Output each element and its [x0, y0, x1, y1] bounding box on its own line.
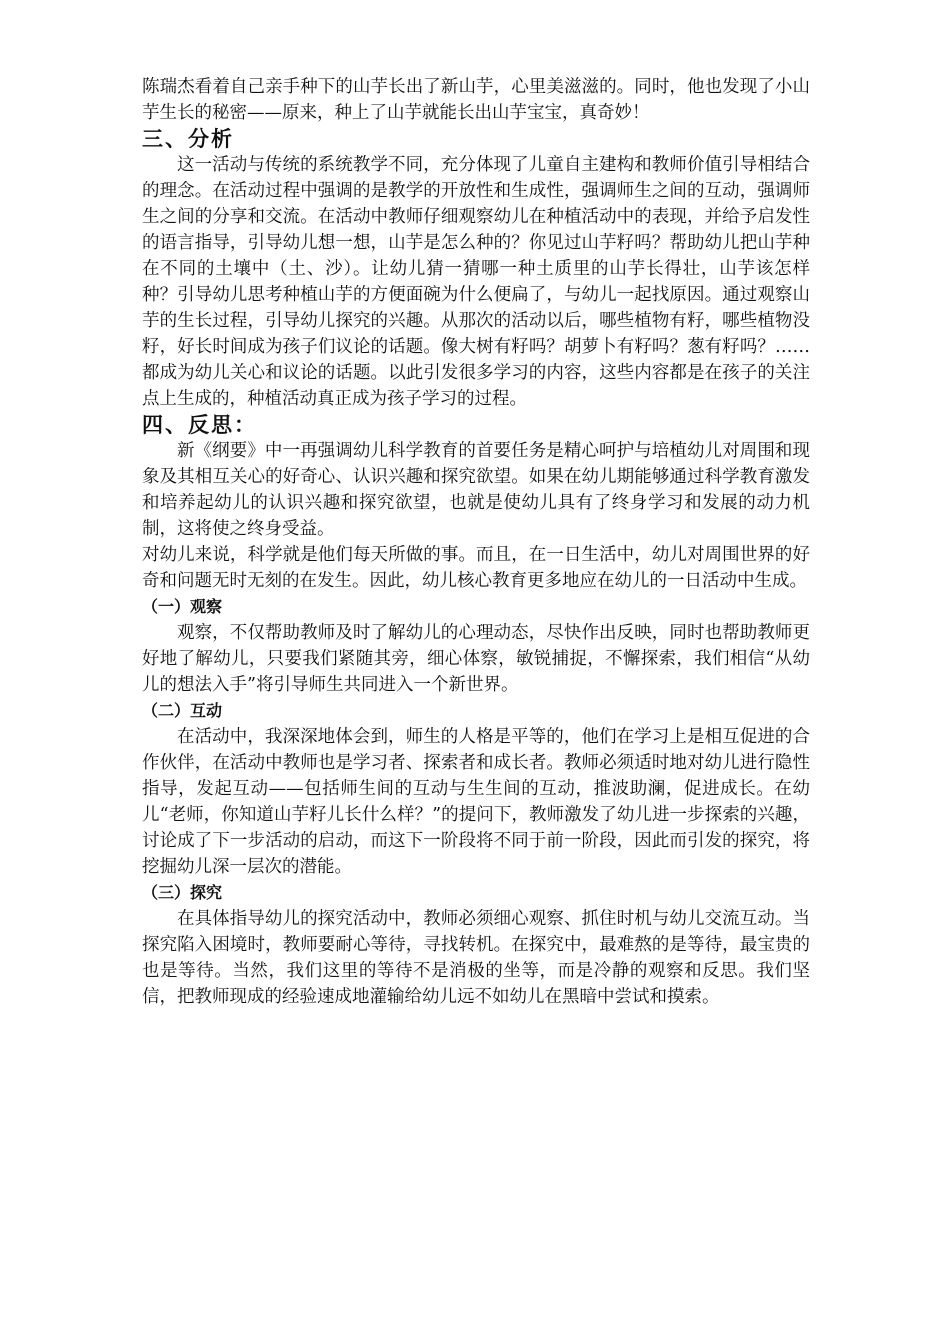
intro-paragraph: 陈瑞杰看着自己亲手种下的山芋长出了新山芋，心里美滋滋的。同时，他也发现了小山芋生长的秘密——原来，种上了山芋就能长出山芋宝宝，真奇妙！: [142, 77, 810, 123]
analysis-paragraph: 这一活动与传统的系统教学不同，充分体现了儿童自主建构和教师价值引导相结合的理念。在活动过程中强调的是教学的开放性和生成性，强调师生之间的互动，强调师生之间的分享和交流。在活动中教师仔细观察幼儿在种植活动中的表现，并给予启发性的语言指导，引导幼儿想一想，山芋是怎么种的？你见过山芋籽吗？帮助幼儿把山芋种在不同的土壤中（土、沙）。让幼儿猜一猜哪一种土质里的山芋长得壮，山芋该怎样种？引导幼儿思考种植山芋的方便面碗为什么便扁了，与幼儿一起找原因。通过观察山芋的生长过程，引导幼儿探究的兴趣。从那次的活动以后，哪些植物有籽，哪些植物没籽，好长时间成为孩子们议论的话题。像大树有籽吗？胡萝卜有籽吗？葱有籽吗？……都成为幼儿关心和议论的话题。以此引发很多学习的内容，这些内容都是在孩子的关注点上生成的，种植活动真正成为孩子学习的过程。: [142, 155, 810, 409]
exploration-paragraph: 在具体指导幼儿的探究活动中，教师必须细心观察、抓住时机与幼儿交流互动。当探究陷入困境时，教师要耐心等待，寻找转机。在探究中，最难熬的是等待，最宝贵的也是等待。当然，我们这里的等待不是消极的坐等，而是冷静的观察和反思。我们坚信，把教师现成的经验速成地灌输给幼儿远不如幼儿在黑暗中尝试和摸索。: [142, 909, 810, 1007]
section-heading-reflection: 四、反思：: [142, 413, 257, 437]
subheading-observation: （一）观察: [142, 597, 223, 616]
interaction-paragraph: 在活动中，我深深地体会到，师生的人格是平等的，他们在学习上是相互促进的合作伙伴，在活动中教师也是学习者、探索者和成长者。教师必须适时地对幼儿进行隐性指导，发起互动——包括师生间的互动与生生间的互动，推波助澜，促进成长。在幼儿“老师，你知道山芋籽儿长什么样？”的提问下，教师激发了幼儿进一步探索的兴趣，讨论成了下一步活动的启动，而这下一阶段将不同于前一阶段，因此而引发的探究，将挖掘幼儿深一层次的潜能。: [142, 727, 810, 877]
document-page: [142, 74, 810, 1314]
reflection-paragraph-1: 新《纲要》中一再强调幼儿科学教育的首要任务是精心呵护与培植幼儿对周围和现象及其相互关心的好奇心、认识兴趣和探究欲望。如果在幼儿期能够通过科学教育激发和培养起幼儿的认识兴趣和探究欲望，也就是使幼儿具有了终身学习和发展的动力机制，这将使之终身受益。: [142, 441, 810, 539]
reflection-paragraph-2: 对幼儿来说，科学就是他们每天所做的事。而且，在一日生活中，幼儿对周围世界的好奇和问题无时无刻的在发生。因此，幼儿核心教育更多地应在幼儿的一日活动中生成。: [142, 545, 810, 591]
section-heading-analysis: 三、分析: [142, 127, 234, 151]
subheading-interaction: （二）互动: [142, 701, 223, 720]
observation-paragraph: 观察，不仅帮助教师及时了解幼儿的心理动态，尽快作出反映，同时也帮助教师更好地了解幼儿，只要我们紧随其旁，细心体察，敏锐捕捉，不懈探索，我们相信“从幼儿的想法入手”将引导师生共同进入一个新世界。: [142, 623, 810, 695]
subheading-exploration: （三）探究: [142, 883, 223, 902]
